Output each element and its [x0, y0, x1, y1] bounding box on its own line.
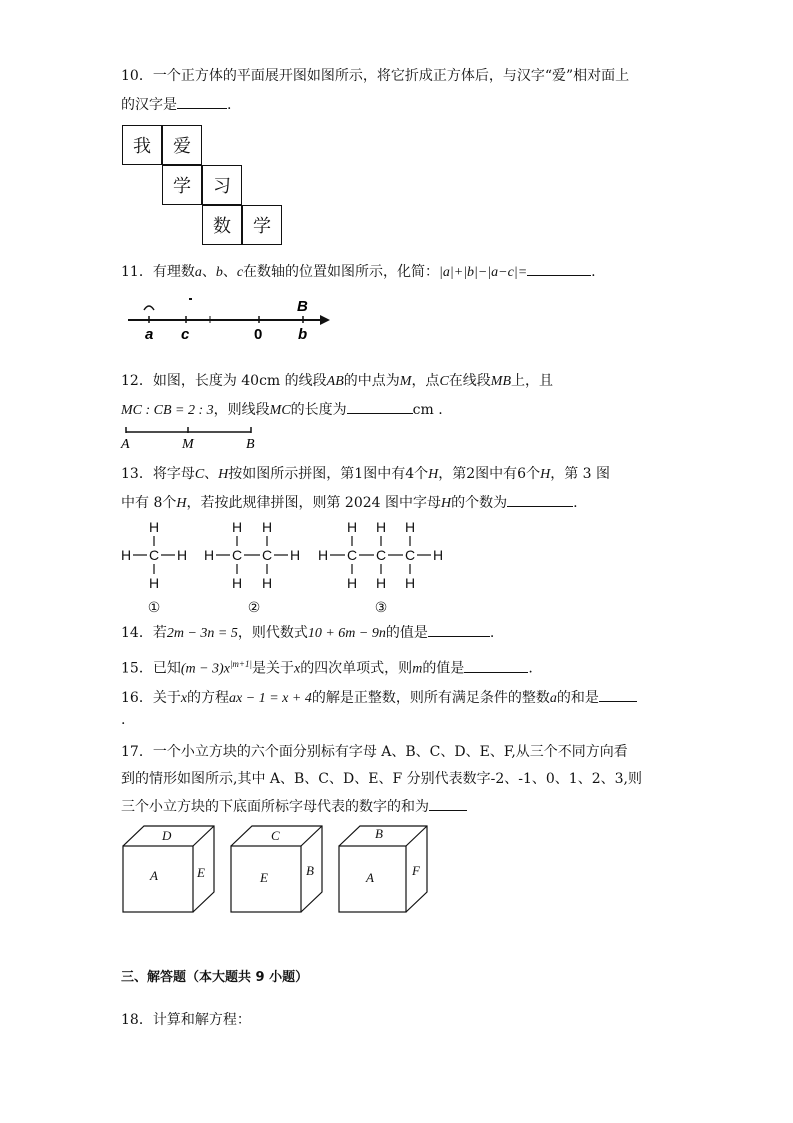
q11-var-c: c: [236, 265, 244, 280]
q13-line2-prefix: 中有 8个: [121, 495, 177, 511]
net-cell-6: 学: [242, 205, 282, 245]
fig3-H-right: H: [432, 547, 444, 563]
axis-label-zero: 0: [254, 326, 263, 343]
axis-label-a: a: [145, 326, 154, 343]
q16-prefix: 16．关于: [121, 690, 181, 706]
q16-mid: 的方程: [187, 690, 230, 706]
q16-answer-blank: [599, 687, 637, 702]
q11-line: [121, 261, 596, 283]
fig1-H-top: H: [148, 519, 160, 535]
q11-sep1: 、: [201, 264, 216, 280]
mark-above-a: [144, 306, 154, 310]
q14-prefix: 14．若: [121, 625, 167, 641]
fig3-C3: C: [404, 547, 416, 563]
fig2-H-left: H: [203, 547, 215, 563]
segment-label-A: A: [121, 437, 130, 452]
q13-H4: H: [176, 496, 187, 511]
fig1-H-right: H: [176, 547, 188, 563]
q13-line1: [121, 464, 610, 485]
cubes-figure: [118, 822, 448, 918]
number-line-arrow: [320, 315, 330, 325]
molecule-figure: [112, 514, 452, 618]
q17-answer-blank: [429, 796, 467, 811]
net-cell-5: 数: [202, 205, 242, 245]
q15-mid: 是关于: [251, 660, 294, 677]
q13-prefix: 13．将字母: [121, 466, 195, 482]
q13-line2-end: 的个数为: [451, 495, 508, 511]
q12-prefix: 12．如图，长度为 40cm 的线段: [121, 373, 327, 389]
fig1-label: ①: [147, 600, 161, 616]
cube1-side: E: [197, 865, 205, 880]
q14-expr: 10 + 6m − 9n: [307, 626, 386, 641]
cube3-top: B: [375, 826, 383, 841]
fig3-H-bot1: H: [346, 575, 358, 591]
q16-mid2: 的解是正整数，则所有满足条件的整数: [311, 690, 550, 706]
q15-line: [121, 654, 533, 680]
fig2-label: ②: [247, 600, 261, 616]
q16-line: [121, 687, 637, 709]
axis-label-b: b: [298, 326, 308, 343]
q12-M: M: [399, 374, 412, 389]
q13-mid2: ，第2图中有6个: [438, 466, 541, 482]
q11-end: .: [591, 264, 596, 280]
q12-line1: [121, 371, 553, 392]
q15-exponent: |m+1|: [229, 659, 252, 669]
fig1-H-bottom: H: [148, 575, 160, 591]
axis-label-c: c: [181, 326, 190, 343]
q15-expr: (m − 3)x: [180, 661, 230, 677]
q13-line1-end: ，第 3 图: [550, 466, 611, 482]
fig2-C1: C: [231, 547, 243, 563]
fig3-C1: C: [346, 547, 358, 563]
q15-x: x: [293, 661, 301, 677]
q11-expression: |a|+|b|−|a−c|=: [439, 265, 528, 280]
q13-mid: 按如图所示拼图，第1图中有4个: [228, 466, 429, 482]
q10-answer-blank: [177, 94, 227, 109]
q11-sep2: 、: [222, 264, 237, 280]
q12-line2-mid2: 的长度为: [290, 402, 347, 418]
q14-answer-blank: [428, 622, 490, 637]
number-line-figure: [120, 292, 340, 344]
q16-x: x: [180, 691, 188, 706]
q16-end-text: 的和是: [556, 690, 599, 706]
q12-mid2: ，点: [411, 373, 440, 389]
q13-answer-blank: [507, 492, 573, 507]
q13-H: H: [218, 467, 229, 482]
q10-line2-text: 的汉字是: [121, 97, 177, 113]
cube2-front: E: [260, 870, 268, 885]
q12-mid: 的中点为: [343, 373, 400, 389]
fig3-H-bot2: H: [375, 575, 387, 591]
q17-line3-text: 三个小立方块的下底面所标字母代表的数字的和为: [121, 799, 429, 815]
q12-line2: [121, 399, 443, 421]
q14-end-text: 的值是: [385, 625, 428, 641]
q14-end: .: [489, 625, 495, 641]
q15-m: m: [412, 661, 423, 677]
q12-unit: cm .: [412, 402, 443, 418]
fig2-C2: C: [261, 547, 273, 563]
q14-line: [121, 622, 494, 644]
net-cell-2: 爱: [162, 125, 202, 165]
section-heading: 三、解答题（本大题共 9 小题）: [121, 970, 309, 985]
q13-C: C: [194, 467, 205, 482]
q15-end-text: 的值是: [422, 660, 465, 677]
q18-line: 18．计算和解方程：: [121, 1012, 251, 1028]
q17-line2: 到的情形如图所示,其中 A、B、C、D、E、F 分别代表数字-2、-1、0、1、2、3,则: [121, 771, 642, 787]
fig2-H-right: H: [289, 547, 301, 563]
q11-mid: 在数轴的位置如图所示，化简：: [243, 264, 440, 280]
q17-line3: [121, 796, 467, 817]
fig3-label: ③: [374, 600, 388, 616]
q16-eq: ax − 1 = x + 4: [229, 691, 312, 706]
cube3-front: A: [366, 870, 374, 885]
q13-H2: H: [428, 467, 439, 482]
segment-label-M: M: [182, 437, 194, 452]
fig2-H-bot1: H: [231, 575, 243, 591]
q12-mid3: 在线段: [448, 373, 491, 389]
fig3-H-bot3: H: [404, 575, 416, 591]
q12-line1-end: 上，且: [511, 373, 553, 389]
q11-prefix: 11．有理数: [121, 264, 195, 280]
q12-AB: AB: [326, 374, 344, 389]
q15-answer-blank: [464, 658, 528, 673]
fig3-H-top2: H: [375, 519, 387, 535]
q15-prefix: 15．已知: [121, 660, 181, 677]
q10-line2: [121, 94, 231, 115]
q17-line1: 17．一个小立方块的六个面分别标有字母 A、B、C、D、E、F,从三个不同方向看: [121, 744, 628, 760]
cube3-side: F: [412, 863, 420, 878]
fig3-H-top1: H: [346, 519, 358, 535]
fig1-H-left: H: [120, 547, 132, 563]
fig3-C2: C: [375, 547, 387, 563]
fig2-H-top1: H: [231, 519, 243, 535]
q11-answer-blank: [527, 261, 591, 276]
q15-end: .: [528, 660, 533, 677]
q16-a: a: [549, 691, 557, 706]
net-cell-1: 我: [122, 125, 162, 165]
q13-H3: H: [540, 467, 551, 482]
cube2-top: C: [271, 828, 280, 843]
fig2-H-top2: H: [261, 519, 273, 535]
net-cell-3: 学: [162, 165, 202, 205]
segment-label-B: B: [246, 437, 255, 452]
q11-var-b: b: [215, 265, 223, 280]
axis-label-B: B: [297, 298, 308, 315]
q13-line2-mid: ，若按此规律拼图，则第 2024 图中字母: [186, 495, 442, 511]
q11-var-a: a: [194, 265, 202, 280]
fig3-H-top3: H: [404, 519, 416, 535]
fig2-H-bot2: H: [261, 575, 273, 591]
q13-H5: H: [441, 496, 452, 511]
cube1-top: D: [162, 828, 172, 843]
q12-MC: MC: [269, 403, 291, 418]
fig1-C: C: [148, 547, 160, 563]
fig3-H-left: H: [317, 547, 329, 563]
q13-line2: [121, 492, 578, 514]
q15-mid2: 的四次单项式，则: [300, 660, 413, 677]
q12-answer-blank: [347, 399, 413, 414]
q10-line1: 10．一个正方体的平面展开图如图所示，将它折成正方体后，与汉字“爱”相对面上: [121, 68, 630, 84]
q12-MB: MB: [490, 374, 511, 389]
q16-end: .: [121, 712, 126, 728]
q14-mid: ，则代数式: [237, 625, 308, 641]
cube1-front: A: [150, 868, 158, 883]
q13-sep: 、: [204, 466, 219, 482]
q10-end: .: [227, 97, 232, 113]
q12-ratio: MC : CB = 2 : 3: [121, 403, 214, 418]
q13-end: .: [573, 495, 578, 511]
segment-figure: [118, 424, 268, 454]
q14-eq: 2m − 3n = 5: [166, 626, 238, 641]
net-cell-4: 习: [202, 165, 242, 205]
q12-C: C: [439, 374, 449, 389]
q12-line2-mid: ，则线段: [213, 402, 270, 418]
cube2-side: B: [306, 863, 314, 878]
